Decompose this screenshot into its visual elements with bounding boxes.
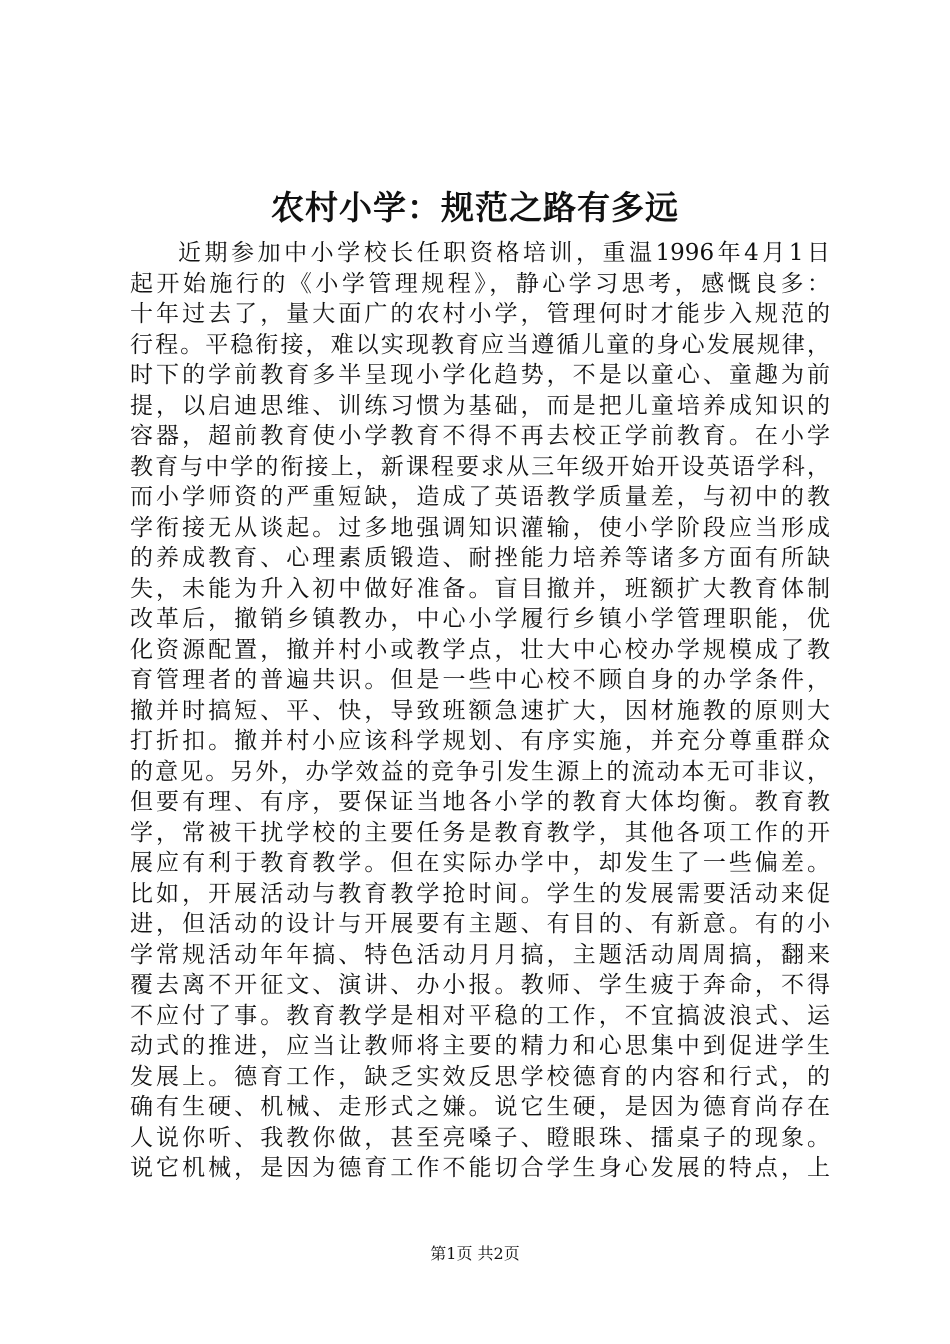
page-number-footer: 第1页 共2页: [430, 1244, 520, 1263]
body-line: 进，但活动的设计与开展要有主题、有目的、有新意。有的小: [130, 911, 830, 937]
body-line: 比如，开展活动与教育教学抢时间。学生的发展需要活动来促: [130, 880, 830, 907]
body-line: 确有生硬、机械、走形式之嫌。说它生硬，是因为德育尚存在: [130, 1094, 830, 1120]
body-line: 人说你听、我教你做，甚至亮嗓子、瞪眼珠、擂桌子的现象。: [130, 1124, 830, 1151]
body-line: 学衔接无从谈起。过多地强调知识灌输，使小学阶段应当形成: [130, 514, 830, 541]
body-line: 育管理者的普遍共识。但是一些中心校不顾自身的办学条件，: [130, 667, 830, 693]
body-line: 学，常被干扰学校的主要任务是教育教学，其他各项工作的开: [130, 819, 830, 846]
body-line: 失，未能为升入初中做好准备。盲目撤并，班额扩大教育体制: [130, 575, 830, 602]
body-line: 学常规活动年年搞、特色活动月月搞，主题活动周周搞，翻来: [130, 941, 830, 968]
body-line: 不应付了事。教育教学是相对平稳的工作，不宜搞波浪式、运: [130, 1002, 830, 1029]
body-line: 动式的推进，应当让教师将主要的精力和心思集中到促进学生: [130, 1033, 830, 1059]
document-title: 农村小学：规范之路有多远: [271, 188, 679, 227]
body-line: 容器，超前教育使小学教育不得不再去校正学前教育。在小学: [130, 423, 830, 449]
body-line: 十年过去了，量大面广的农村小学，管理何时才能步入规范的: [130, 301, 830, 327]
body-line: 说它机械，是因为德育工作不能切合学生身心发展的特点，上: [130, 1155, 830, 1181]
body-line: 覆去离不开征文、演讲、办小报。教师、学生疲于奔命，不得: [130, 972, 830, 998]
body-line: 时下的学前教育多半呈现小学化趋势，不是以童心、童趣为前: [130, 362, 830, 388]
body-line: 教育与中学的衔接上，新课程要求从三年级开始开设英语学科，: [130, 453, 830, 480]
body-line: 但要有理、有序，要保证当地各小学的教育大体均衡。教育教: [130, 789, 830, 815]
body-line: 的意见。另外，办学效益的竞争引发生源上的流动本无可非议，: [130, 758, 830, 785]
body-line: 近期参加中小学校长任职资格培训，重温1996年4月1日: [178, 240, 830, 266]
body-line: 起开始施行的《小学管理规程》，静心学习思考，感慨良多：: [130, 270, 830, 297]
body-line: 撤并时搞短、平、快，导致班额急速扩大，因材施教的原则大: [130, 697, 830, 724]
body-line: 化资源配置，撤并村小或教学点，壮大中心校办学规模成了教: [130, 636, 830, 663]
body-line: 而小学师资的严重短缺，造成了英语教学质量差，与初中的教: [130, 484, 830, 510]
body-line: 行程。平稳衔接，难以实现教育应当遵循儿童的身心发展规律，: [130, 331, 830, 358]
body-line: 改革后，撤销乡镇教办，中心小学履行乡镇小学管理职能，优: [130, 606, 830, 632]
body-line: 发展上。德育工作，缺乏实效反思学校德育的内容和行式，的: [130, 1063, 830, 1090]
document-body: [130, 238, 830, 1184]
body-line: 展应有利于教育教学。但在实际办学中，却发生了一些偏差。: [130, 850, 830, 876]
body-line: 的养成教育、心理素质锻造、耐挫能力培养等诸多方面有所缺: [130, 545, 830, 571]
body-line: 打折扣。撤并村小应该科学规划、有序实施，并充分尊重群众: [130, 728, 830, 754]
body-line: 提，以启迪思维、训练习惯为基础，而是把儿童培养成知识的: [130, 392, 830, 419]
